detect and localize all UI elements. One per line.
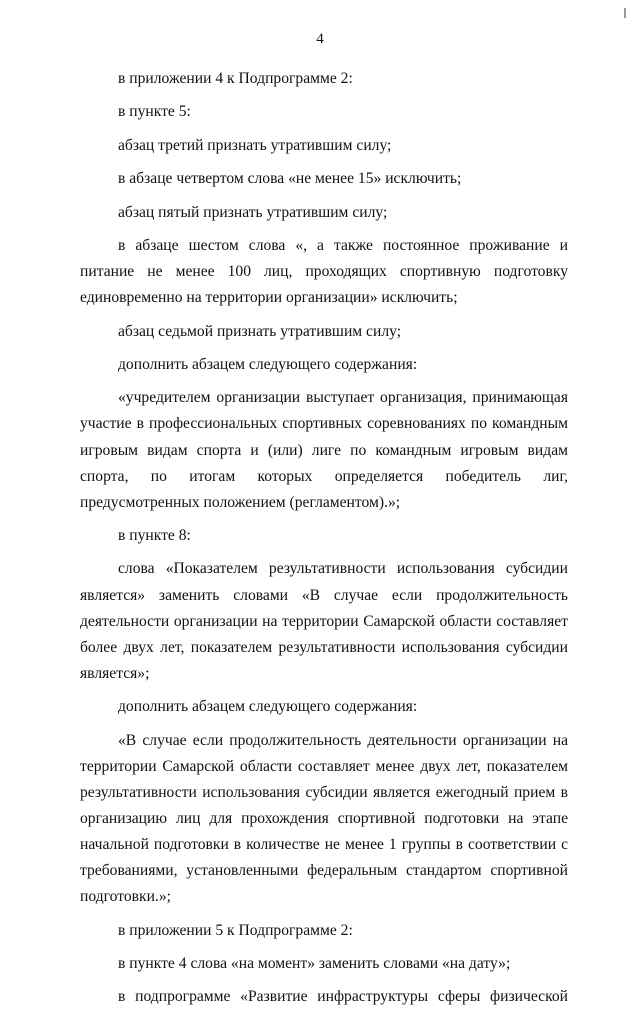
paragraph: абзац седьмой признать утратившим силу; [118,322,402,340]
paragraph: в подпрограмме «Развитие инфраструктуры сферы физической [118,988,568,1006]
paragraph: в приложении 4 к Подпрограмме 2: [118,70,353,87]
page-number: 4 [316,31,324,47]
paragraph: в пункте 8: [118,527,191,545]
paragraph: абзац третий признать утратившим силу; [118,136,392,154]
paragraph: в абзаце четвертом слова «не менее 15» исключить; [118,170,462,188]
paragraph: «учредителем организации выступает организация, принимающая участие в профессиональных спортивных соревнованиях по командным игровым видам спорта и (или) лиге по командным игровым видам спорта, по итогам которых определяется победитель лиг, предусмотренных положением (регламентом).»; [80,389,568,511]
paragraph: в приложении 5 к Подпрограмме 2: [118,921,353,939]
paragraph: в пункте 4 слова «на момент» заменить словами «на дату»; [118,954,511,972]
paragraph: абзац пятый признать утратившим силу; [118,203,388,221]
paragraph: дополнить абзацем следующего содержания: [118,698,418,716]
scan-mark [624,8,626,18]
paragraph: «В случае если продолжительность деятельности организации на территории Самарской области составляет менее двух лет, показателем результативности использования субсидии является ежегодный прием в организацию лиц для прохождения спортивной подготовки на этапе начальной подготовки в количестве не менее 1 группы в соответствии с требованиями, установленными федеральным стандартом спортивной подготовки.»; [80,731,568,906]
paragraph: в пункте 5: [118,103,191,121]
document-body [80,66,568,1018]
paragraph: дополнить абзацем следующего содержания: [118,355,418,373]
paragraph: слова «Показателем результативности использования субсидии является» заменить словами «В случае если продолжительность деятельности организации на территории Самарской области составляет более двух лет, показателем результативности использования субсидии является»; [80,560,568,682]
paragraph: в абзаце шестом слова «, а также постоянное проживание и питание не менее 100 лиц, проходящих спортивную подготовку единовременно на территории организации» исключить; [80,236,568,307]
